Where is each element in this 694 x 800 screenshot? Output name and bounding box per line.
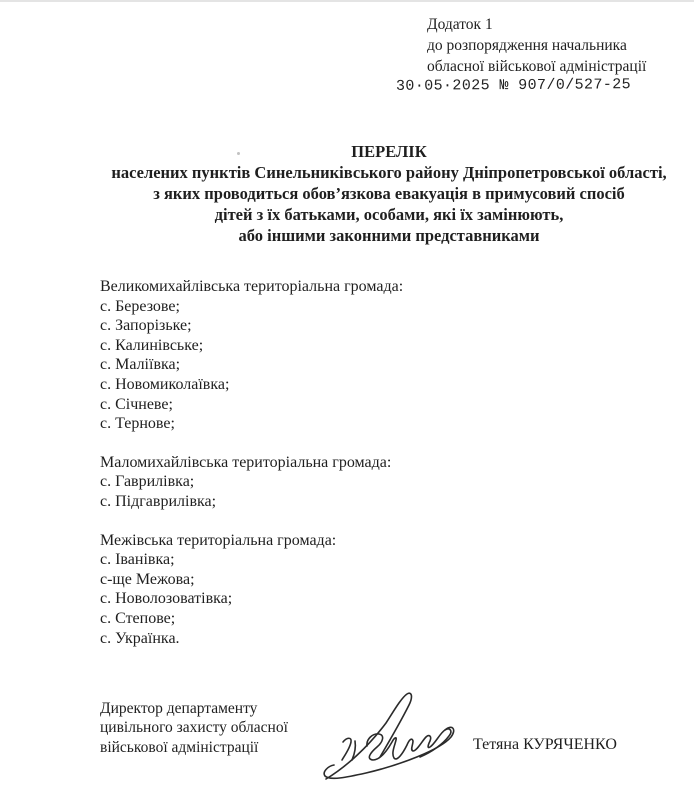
settlement-item: с. Іванівка; — [100, 551, 175, 569]
settlement-item: с. Запорізьке; — [100, 317, 192, 335]
group-header: Межівська територіальна громада: — [100, 531, 337, 549]
title-line: дітей з їх батьками, особами, які їх замінюють, — [214, 205, 564, 224]
settlement-group-malomykhailivska — [100, 453, 403, 512]
position-line: цивільного захисту обласної — [100, 719, 288, 737]
settlement-item: с. Тернове; — [100, 415, 175, 433]
annex-reference-block — [427, 14, 646, 77]
date-number-stamp: 30·05·2025 № 907/0/527-25 — [395, 76, 632, 95]
settlement-group-velykomykhailivska — [100, 277, 403, 434]
title-line: населених пунктів Синельниківського району Дніпропетровської області, — [111, 163, 667, 182]
settlement-item: с. Гаврилівка; — [100, 473, 195, 491]
settlement-item: с. Степове; — [100, 609, 176, 627]
signer-position-block — [100, 699, 288, 757]
title-line: з яких проводиться обов’язкова евакуація в примусовий спосіб — [153, 184, 625, 203]
scan-speck — [237, 152, 240, 155]
settlement-lists — [100, 277, 403, 667]
title-line: або іншими законними представниками — [238, 226, 540, 245]
settlement-item: с. Новолозоватівка; — [100, 590, 233, 608]
handwritten-signature — [312, 683, 464, 785]
title-heading: ПЕРЕЛІК — [351, 142, 427, 161]
annex-line: Додаток 1 — [427, 16, 493, 33]
group-header: Маломихайлівська територіальна громада: — [100, 453, 392, 471]
annex-line: до розпорядження начальника — [427, 37, 627, 54]
annex-line: обласної військової адміністрації — [427, 58, 647, 75]
settlement-item: с-ще Межова; — [100, 570, 195, 588]
settlement-item: с. Новомиколаївка; — [100, 375, 230, 393]
position-line: Директор департаменту — [100, 700, 258, 717]
signer-name: Тетяна КУРЯЧЕНКО — [473, 736, 617, 753]
group-header: Великомихайлівська територіальна громада: — [100, 278, 404, 295]
position-line: військової адміністрації — [100, 738, 259, 756]
settlement-group-mezhivska — [100, 531, 403, 649]
document-title — [82, 141, 694, 246]
settlement-item: с. Українка. — [100, 629, 180, 647]
settlement-item: с. Підгаврилівка; — [100, 492, 217, 510]
scan-top-edge — [0, 0, 694, 2]
settlement-item: с. Маліївка; — [100, 356, 181, 374]
settlement-item: с. Березове; — [100, 297, 180, 315]
settlement-item: с. Калинівське; — [100, 336, 204, 354]
settlement-item: с. Січневе; — [100, 395, 173, 413]
